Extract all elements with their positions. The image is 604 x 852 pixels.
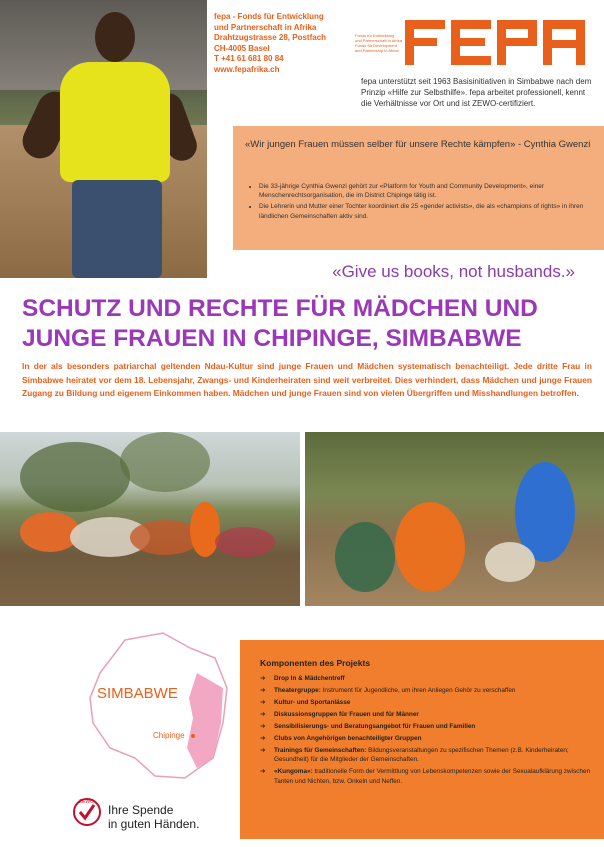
contact-web-link[interactable]: www.fepafrika.ch xyxy=(214,64,280,74)
map-country-label: SIMBABWE xyxy=(97,685,178,702)
contact-city: CH-4005 Basel xyxy=(214,43,270,53)
quote-box xyxy=(233,126,604,250)
arrow-icon: ➜ xyxy=(260,687,266,694)
photo-community-meeting xyxy=(0,432,300,606)
page-title xyxy=(22,294,592,354)
arrow-icon: ➜ xyxy=(260,723,266,730)
component-item: ➜ Theatergruppe: Instrument für Jugendliche, um ihren Anliegen Gehör zu verschaffen xyxy=(260,687,516,694)
arrow-icon: ➜ xyxy=(260,675,266,682)
title-line1: SCHUTZ UND RECHTE FÜR MÄDCHEN UND xyxy=(22,295,538,322)
zimbabwe-map xyxy=(85,628,235,788)
quote-title: «Wir jungen Frauen müssen selber für unsere Rechte kämpfen» - Cynthia Gwenzi xyxy=(245,139,591,150)
arrow-icon: ➜ xyxy=(260,735,266,742)
component-item: ➜ Drop In & Mädchentreff xyxy=(260,675,345,682)
logo-subtext xyxy=(355,33,410,53)
photo-discussion-group xyxy=(305,432,604,606)
slogan: «Give us books, not husbands.» xyxy=(332,262,575,281)
quote-bullet: • Die 33-jährige Cynthia Gwenzi gehört zur «Platform for Youth and Community Development», einer Menschenrechtsorganisation, die im District Chipinge tätig ist. xyxy=(259,182,604,200)
arrow-icon: ➜ xyxy=(260,747,266,754)
fepa-intro-text: fepa unterstützt seit 1963 Basisinitiativen in Simbabwe nach dem Prinzip «Hilfe zur Selbsthilfe». fepa arbeitet professionell, kennt die Verhältnisse vor Ort und ist ZEWO-certifiziert. xyxy=(361,77,592,108)
contact-street: Drahtzugstrasse 28, Postfach xyxy=(214,33,327,42)
component-item: ➜ Clubs von Angehörigen benachteiligter Gruppen xyxy=(260,735,422,742)
logo-small-line3: Fondo für Development xyxy=(355,43,397,48)
component-item: ➜ Kultur- und Sportanlässe xyxy=(260,699,351,706)
components-title: Komponenten des Projekts xyxy=(260,658,371,668)
contact-org: fepa - Fonds für Entwicklung xyxy=(214,12,324,21)
quote-bullets xyxy=(245,182,604,223)
logo-small-line4: and Partnership in Africa xyxy=(355,48,399,53)
donation-slogan xyxy=(108,803,228,831)
intro-text: In der als besonders patriarchal geltenden Ndau-Kultur sind junge Frauen und Mädchen systematisch benachteiligt. Jede dritte Frau in Simbabwe heiratet vor dem 18. Lebensjahr, Zwangs- und Kinderheiraten sind weit verbreitet. Dies verhindert, dass Mädchen und junge Frauen Zugang zu Bildung und eigenem Einkommen haben. Mädchen und junge Frauen sind von vielen Übergriffen und Misshandlungen betroffen. xyxy=(22,361,592,398)
arrow-icon: ➜ xyxy=(260,699,266,706)
component-item: ➜ Diskussionsgruppen für Frauen und für Männer xyxy=(260,711,419,718)
zewo-seal-icon xyxy=(72,795,102,833)
svg-text:ZEWO: ZEWO xyxy=(79,799,94,805)
contact-phone: T +41 61 681 80 84 xyxy=(214,54,284,63)
map-location-dot xyxy=(191,734,195,738)
arrow-icon: ➜ xyxy=(260,711,266,718)
donate-line2: in guten Händen. xyxy=(108,817,200,831)
donate-line1: Ihre Spende xyxy=(108,803,174,817)
component-item: ➜ «Kungoma»: traditionelle Form der Vermittlung von Lebenskompetenzen sowie der Sexualaufklärung zwischen Tanten und Nichten, bzw. Onkeln und Neffen. xyxy=(260,768,591,785)
components-box xyxy=(240,640,604,839)
logo-small-line2: und Partnerschaft in Afrika xyxy=(355,38,402,43)
components-list xyxy=(260,674,595,789)
photo-cynthia-gwenzi xyxy=(0,0,207,278)
contact-org2: und Partnerschaft in Afrika xyxy=(214,22,317,32)
arrow-icon: ➜ xyxy=(260,768,266,776)
title-line2: JUNGE FRAUEN IN CHIPINGE, SIMBABWE xyxy=(22,325,522,352)
component-item: ➜ Trainings für Gemeinschaften: Bildungsveranstaltungen zu spezifischen Themen (z.B. Kinderheiraten; Gesundheit) für die Mitglieder der Gemeinschaften. xyxy=(260,747,569,764)
fepa-logo xyxy=(405,20,585,65)
map-region-label: Chipinge xyxy=(153,731,185,740)
logo-small-line1: Fonds für Entwicklung xyxy=(355,33,395,38)
quote-bullet: • Die Lehrerin und Mutter einer Tochter koordiniert die 25 «gender activists», die als «champions of rights» in ihren ländlichen Gemeinschaften aktiv sind. xyxy=(259,202,604,220)
component-item: ➜ Sensibilisierungs- und Beratungsangebot für Frauen und Familien xyxy=(260,723,476,730)
